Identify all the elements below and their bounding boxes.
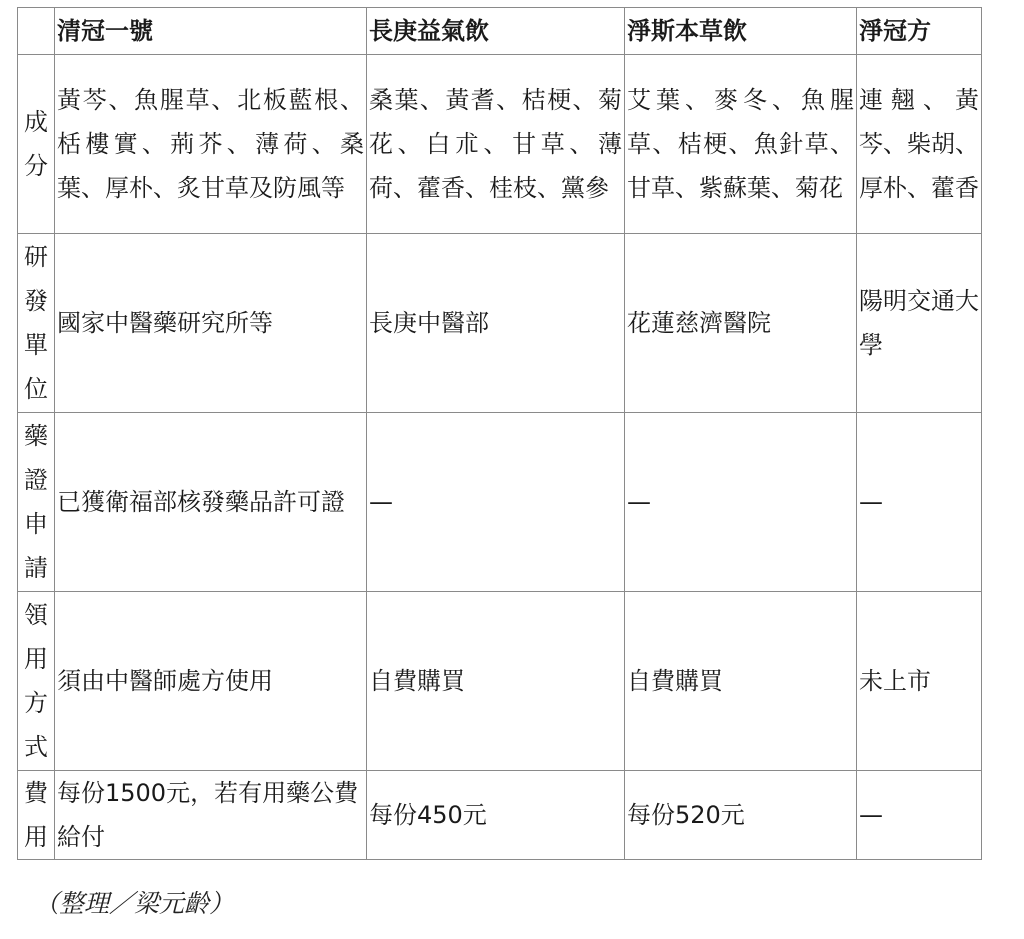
cell-developer-jingsi: 花蓮慈濟醫院 (625, 234, 857, 413)
cell-ingredients-changgeng: 桑葉、黃耆、桔梗、菊花、白朮、甘草、薄荷、藿香、桂枝、黨參 (367, 55, 625, 234)
credit-note: （整理／梁元齡） (34, 889, 235, 918)
cell-developer-qingguan: 國家中醫藥研究所等 (55, 234, 367, 413)
header-qingguan-1: 清冠一號 (55, 8, 367, 55)
cell-cost-changgeng: 每份450元 (367, 771, 625, 860)
cell-cost-jingguan: — (857, 771, 982, 860)
row-ingredients (18, 55, 982, 234)
header-changgeng-yiqiyin: 長庚益氣飲 (367, 8, 625, 55)
row-license (18, 413, 982, 592)
cell-cost-jingsi: 每份520元 (625, 771, 857, 860)
row-label-ingredients: 成分 (18, 55, 55, 234)
header-corner (18, 8, 55, 55)
cell-license-changgeng: — (367, 413, 625, 592)
header-jingguanfang: 淨冠方 (857, 8, 982, 55)
cell-usage-jingguan: 未上市 (857, 592, 982, 771)
cell-developer-changgeng: 長庚中醫部 (367, 234, 625, 413)
cell-usage-jingsi: 自費購買 (625, 592, 857, 771)
row-cost (18, 771, 982, 860)
cell-usage-changgeng: 自費購買 (367, 592, 625, 771)
row-label-cost: 費用 (18, 771, 55, 860)
cell-license-jingguan: — (857, 413, 982, 592)
row-label-license: 藥證申請 (18, 413, 55, 592)
cell-ingredients-jingguan: 連翹、黃芩、柴胡、厚朴、藿香 (857, 55, 982, 234)
cell-developer-jingguan: 陽明交通大學 (857, 234, 982, 413)
row-label-usage: 領用方式 (18, 592, 55, 771)
cell-ingredients-jingsi: 艾葉、麥冬、魚腥草、桔梗、魚針草、甘草、紫蘇葉、菊花 (625, 55, 857, 234)
row-label-developer: 研發單位 (18, 234, 55, 413)
row-usage (18, 592, 982, 771)
cell-license-qingguan: 已獲衛福部核發藥品許可證 (55, 413, 367, 592)
row-developer (18, 234, 982, 413)
cell-cost-qingguan: 每份1500元，若有用藥公費給付 (55, 771, 367, 860)
header-row (18, 8, 982, 55)
header-jingsi-bencaoyin: 淨斯本草飲 (625, 8, 857, 55)
cell-ingredients-qingguan: 黃芩、魚腥草、北板藍根、栝樓實、荊芥、薄荷、桑葉、厚朴、炙甘草及防風等 (55, 55, 367, 234)
cell-usage-qingguan: 須由中醫師處方使用 (55, 592, 367, 771)
comparison-table (17, 7, 982, 860)
cell-license-jingsi: — (625, 413, 857, 592)
